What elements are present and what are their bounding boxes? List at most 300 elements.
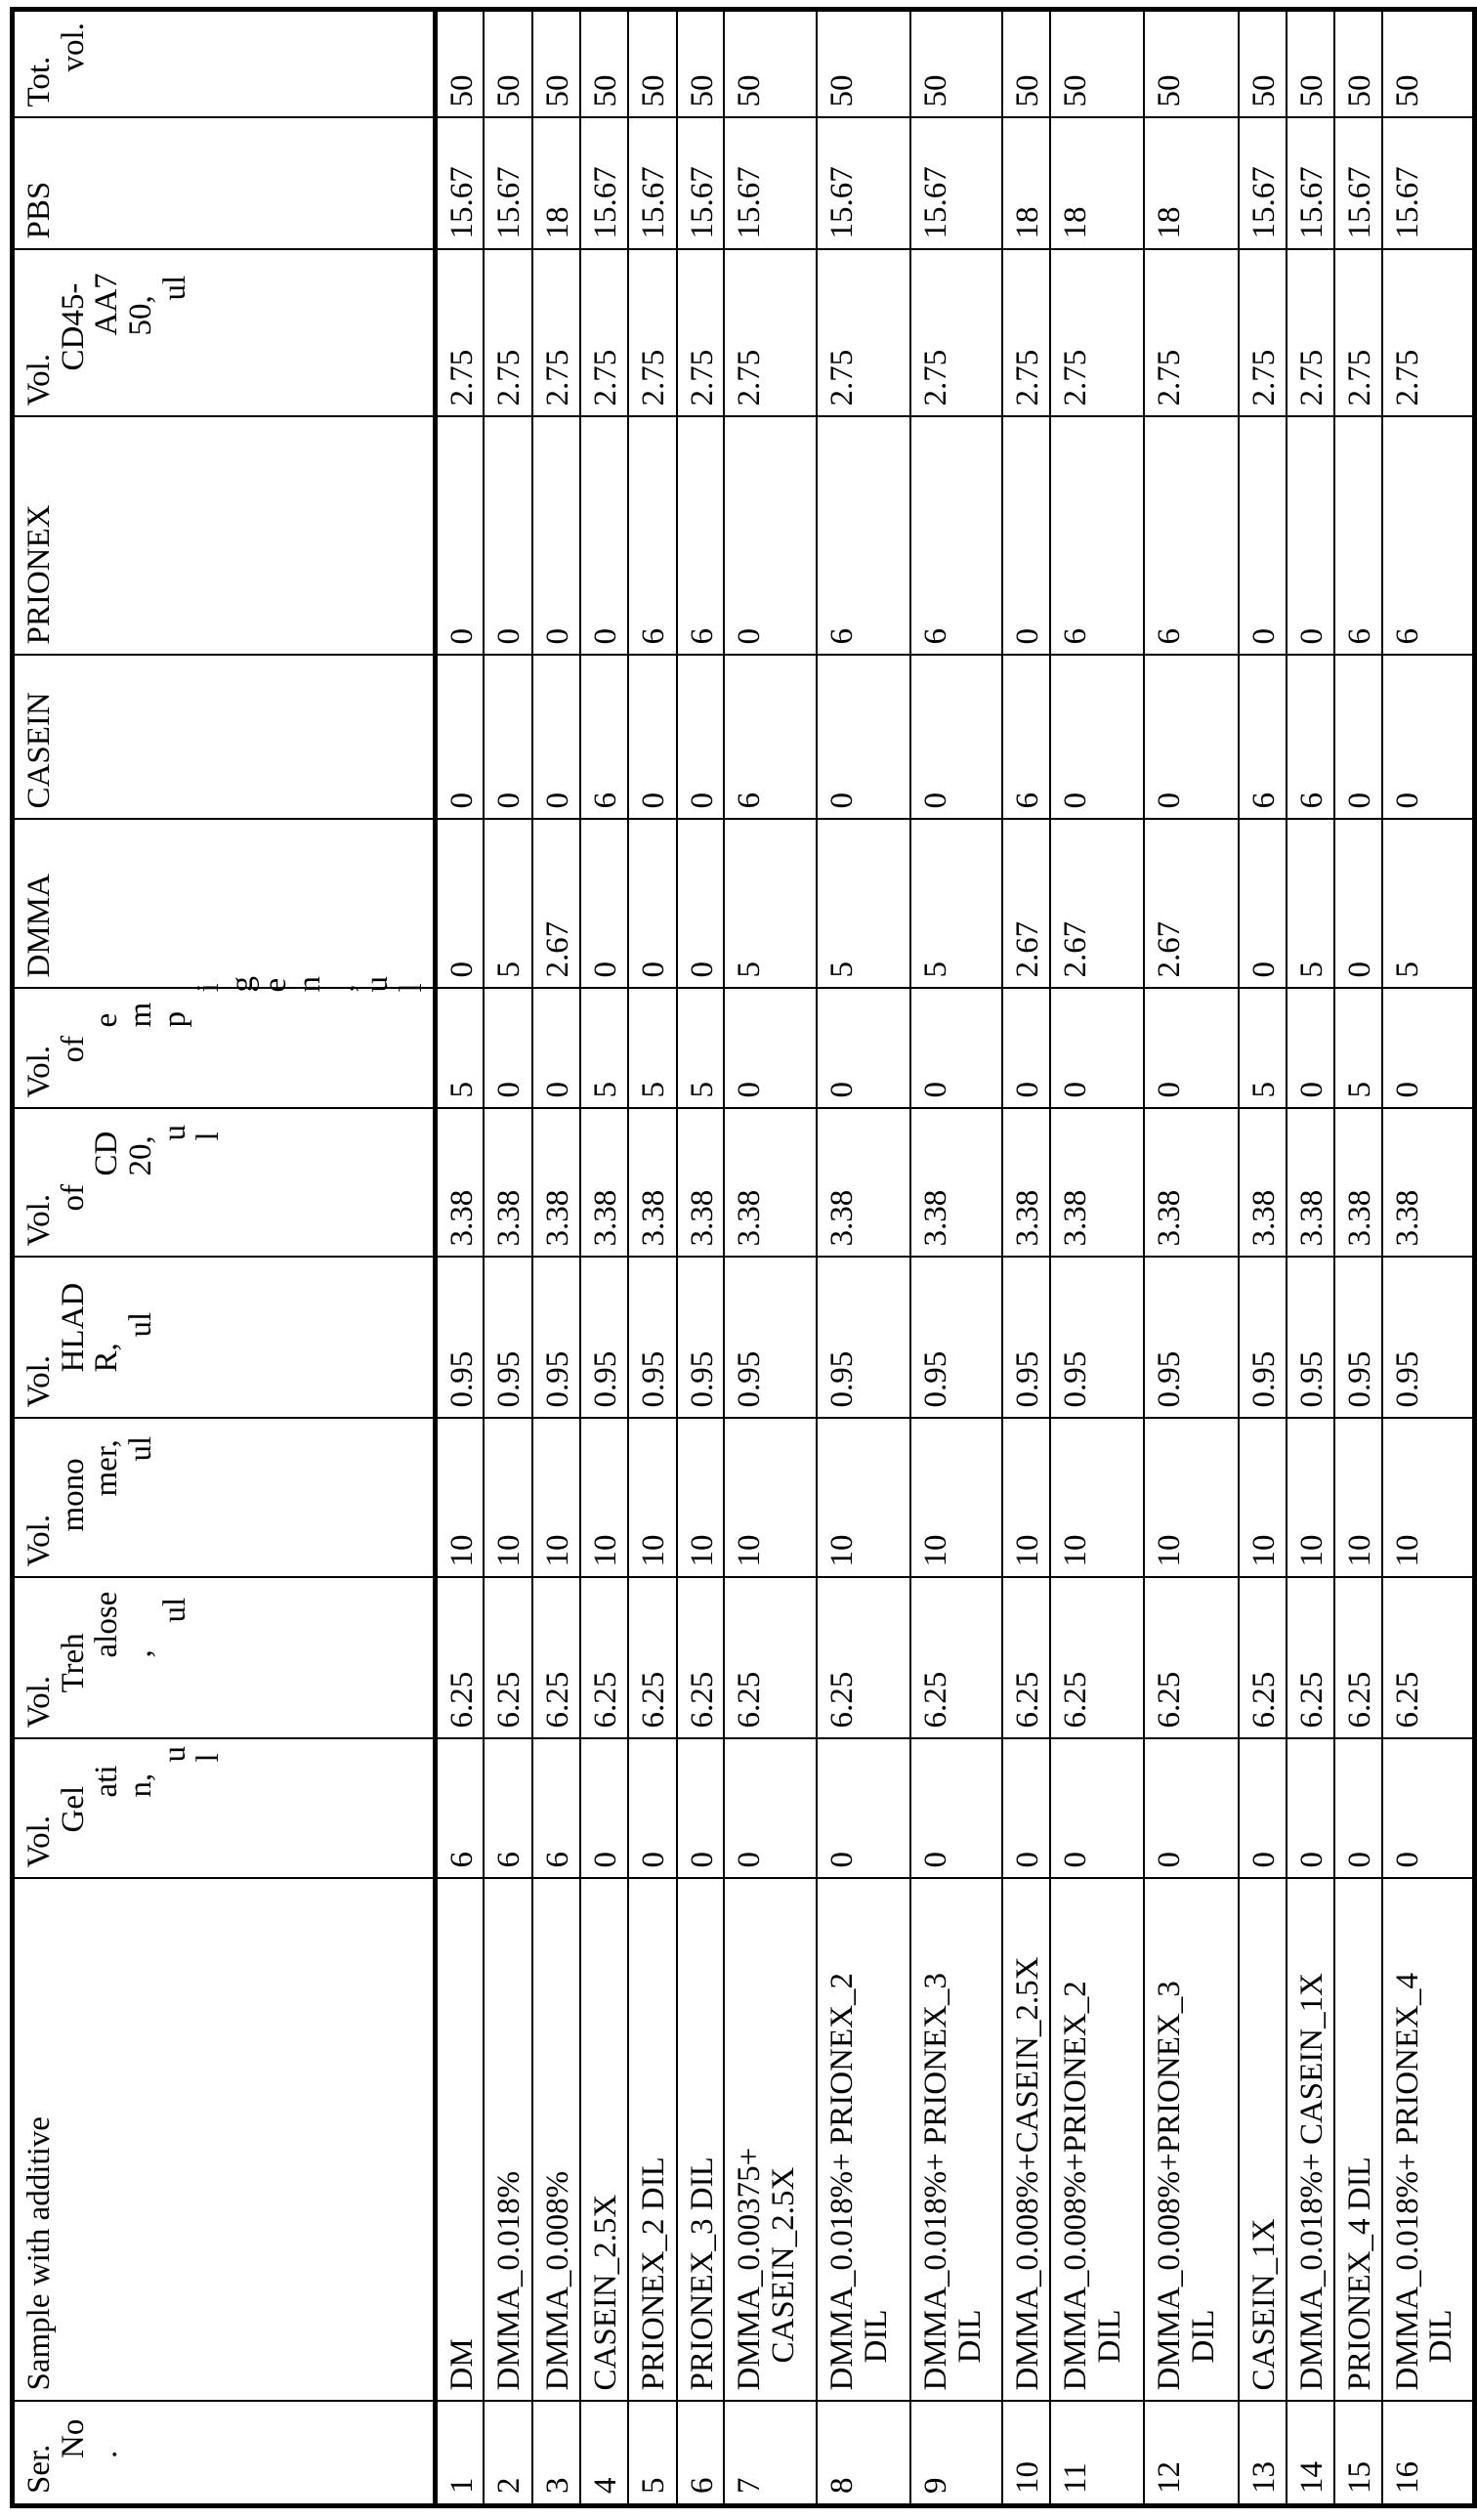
cell-dmma: 5: [1287, 820, 1334, 989]
cell-trehalose: 6.25: [817, 1578, 910, 1739]
sample-name-line: DMMA_0.008%: [540, 2170, 576, 2391]
cell-ser-no: 16: [1382, 2402, 1475, 2506]
cell-ser-no: 14: [1287, 2402, 1334, 2506]
column-header-line: DMMA: [21, 874, 57, 978]
cell-hladr: 0.95: [677, 1258, 725, 1419]
cell-casein: 0: [484, 656, 532, 820]
cell-dmma: 0: [1334, 820, 1382, 989]
cell-monomer: 10: [580, 1419, 628, 1578]
cell-cd45: 2.75: [724, 250, 817, 417]
cell-tot-vol: 50: [484, 10, 532, 118]
cell-cd20: 3.38: [677, 1109, 725, 1258]
cell-casein: 6: [1002, 656, 1050, 820]
cell-ser-no: 8: [817, 2402, 910, 2506]
cell-casein: 0: [1050, 656, 1144, 820]
sample-name-line: CASEIN_2.5X: [587, 2194, 623, 2391]
cell-sample: [724, 1879, 817, 2402]
table-row: [435, 10, 484, 2506]
cell-dmma: 0: [677, 820, 725, 989]
cell-casein: 0: [1382, 656, 1475, 820]
cell-casein: 6: [1239, 656, 1287, 820]
cell-cd20: 3.38: [532, 1109, 580, 1258]
cell-empigen: 0: [1144, 989, 1239, 1109]
sample-name-line: DIL: [858, 2309, 894, 2364]
sample-name-line: PRIONEX_2 DIL: [635, 2157, 671, 2391]
cell-ser-no: 4: [580, 2402, 628, 2506]
column-header-line: AA750,: [89, 273, 158, 336]
column-header-line: ul: [156, 1125, 227, 1141]
cell-cd45: 2.75: [1144, 250, 1239, 417]
column-header-prionex: [13, 417, 436, 656]
cell-trehalose: 6.25: [1334, 1578, 1382, 1739]
cell-gelatin: 0: [724, 1739, 817, 1879]
cell-dmma: 0: [1239, 820, 1287, 989]
column-header-hladr: [13, 1258, 436, 1419]
cell-pbs: 15.67: [817, 118, 910, 250]
column-header-line: Vol.: [21, 1676, 57, 1729]
sample-name-line: CASEIN_2.5X: [765, 2166, 801, 2364]
cell-empigen: 5: [628, 989, 677, 1109]
cell-sample: [628, 1879, 677, 2402]
cell-monomer: 10: [1287, 1419, 1334, 1578]
cell-sample: [580, 1879, 628, 2402]
cell-gelatin: 0: [910, 1739, 1002, 1879]
table-row: [724, 10, 817, 2506]
cell-cd45: 2.75: [1050, 250, 1144, 417]
cell-cd20: 3.38: [1287, 1109, 1334, 1258]
cell-casein: 0: [628, 656, 677, 820]
column-header-line: mer,: [89, 1439, 125, 1497]
sample-name-line: DMMA_0.018%+ CASEIN_1X: [1293, 1973, 1329, 2391]
cell-sample: [484, 1879, 532, 2402]
cell-cd20: 3.38: [1144, 1109, 1239, 1258]
cell-prionex: 6: [910, 417, 1002, 656]
column-header-line: Vol.: [21, 1355, 57, 1408]
cell-dmma: 5: [817, 820, 910, 989]
cell-dmma: 2.67: [1002, 820, 1050, 989]
table-row: [628, 10, 677, 2506]
cell-cd45: 2.75: [817, 250, 910, 417]
cell-hladr: 0.95: [1334, 1258, 1382, 1419]
cell-prionex: 6: [1334, 417, 1382, 656]
cell-hladr: 0.95: [1382, 1258, 1475, 1419]
cell-ser-no: 15: [1334, 2402, 1382, 2506]
cell-trehalose: 6.25: [1287, 1578, 1334, 1739]
table-row: [1287, 10, 1334, 2506]
cell-tot-vol: 50: [532, 10, 580, 118]
column-header-line: Gel: [55, 1785, 91, 1833]
cell-cd20: 3.38: [1239, 1109, 1287, 1258]
cell-dmma: 2.67: [1144, 820, 1239, 989]
cell-trehalose: 6.25: [1050, 1578, 1144, 1739]
cell-pbs: 15.67: [724, 118, 817, 250]
column-header-line: of: [55, 1036, 91, 1063]
column-header-monomer: [13, 1419, 436, 1578]
cell-prionex: 0: [1239, 417, 1287, 656]
column-header-line: ul: [122, 1311, 158, 1338]
cell-cd20: 3.38: [1050, 1109, 1144, 1258]
column-header-line: ul: [359, 976, 430, 993]
cell-ser-no: 3: [532, 2402, 580, 2506]
table-row: [1239, 10, 1287, 2506]
cell-monomer: 10: [1382, 1419, 1475, 1578]
column-header-ser-no: [13, 2402, 436, 2506]
sample-name-line: DMMA_0.018%+ PRIONEX_3: [918, 1973, 954, 2391]
cell-casein: 0: [817, 656, 910, 820]
cell-empigen: 0: [1287, 989, 1334, 1109]
cell-prionex: 0: [580, 417, 628, 656]
cell-ser-no: 9: [910, 2402, 1002, 2506]
cell-hladr: 0.95: [1144, 1258, 1239, 1419]
cell-casein: 0: [1334, 656, 1382, 820]
cell-casein: 6: [724, 656, 817, 820]
cell-tot-vol: 50: [677, 10, 725, 118]
cell-tot-vol: 50: [1002, 10, 1050, 118]
cell-trehalose: 6.25: [435, 1578, 484, 1739]
cell-prionex: 6: [1144, 417, 1239, 656]
cell-casein: 0: [435, 656, 484, 820]
cell-hladr: 0.95: [817, 1258, 910, 1419]
column-header-line: HLADR,: [55, 1282, 125, 1373]
cell-hladr: 0.95: [1050, 1258, 1144, 1419]
cell-sample: [1334, 1879, 1382, 2402]
cell-monomer: 10: [677, 1419, 725, 1578]
cell-gelatin: 0: [817, 1739, 910, 1879]
cell-trehalose: 6.25: [910, 1578, 1002, 1739]
column-header-line: atin,: [89, 1765, 158, 1798]
cell-empigen: 0: [1050, 989, 1144, 1109]
cell-hladr: 0.95: [724, 1258, 817, 1419]
table-row: [1334, 10, 1382, 2506]
cell-empigen: 0: [724, 989, 817, 1109]
column-header-line: ul: [156, 1597, 192, 1623]
sample-name-line: DIL: [1185, 2309, 1221, 2364]
column-header-sample: [13, 1879, 436, 2402]
cell-sample: [1287, 1879, 1334, 2402]
cell-hladr: 0.95: [910, 1258, 1002, 1419]
table-row: [1002, 10, 1050, 2506]
cell-sample: [532, 1879, 580, 2402]
cell-ser-no: 10: [1002, 2402, 1050, 2506]
cell-pbs: 15.67: [677, 118, 725, 250]
cell-ser-no: 2: [484, 2402, 532, 2506]
column-header-line: Vol.: [21, 354, 57, 406]
cell-dmma: 0: [628, 820, 677, 989]
column-header-cd20: [13, 1109, 436, 1258]
cell-prionex: 0: [724, 417, 817, 656]
cell-prionex: 6: [1050, 417, 1144, 656]
column-header-line: Vol.: [21, 1515, 57, 1567]
column-header-tot-vol: [13, 10, 436, 118]
column-header-casein: [13, 656, 436, 820]
column-header-line: Vol.: [21, 1046, 57, 1098]
sample-name-line: PRIONEX_4 DIL: [1341, 2157, 1377, 2391]
cell-monomer: 10: [817, 1419, 910, 1578]
cell-cd20: 3.38: [628, 1109, 677, 1258]
cell-tot-vol: 50: [435, 10, 484, 118]
cell-gelatin: 0: [1382, 1739, 1475, 1879]
cell-cd20: 3.38: [1002, 1109, 1050, 1258]
cell-sample: [435, 1879, 484, 2402]
cell-monomer: 10: [1002, 1419, 1050, 1578]
cell-cd45: 2.75: [910, 250, 1002, 417]
table-row: [910, 10, 1002, 2506]
cell-hladr: 0.95: [532, 1258, 580, 1419]
cell-dmma: 0: [580, 820, 628, 989]
cell-pbs: 18: [1002, 118, 1050, 250]
table-body: [435, 10, 1474, 2506]
cell-pbs: 15.67: [1287, 118, 1334, 250]
cell-cd45: 2.75: [677, 250, 725, 417]
table-row: [677, 10, 725, 2506]
column-header-dmma: [13, 820, 436, 989]
cell-casein: 6: [580, 656, 628, 820]
cell-pbs: 15.67: [1382, 118, 1475, 250]
cell-gelatin: 0: [1239, 1739, 1287, 1879]
cell-tot-vol: 50: [1239, 10, 1287, 118]
cell-prionex: 6: [628, 417, 677, 656]
cell-dmma: 5: [1382, 820, 1475, 989]
column-header-line: PBS: [21, 181, 57, 239]
cell-empigen: 0: [484, 989, 532, 1109]
cell-casein: 0: [1144, 656, 1239, 820]
table-row: [817, 10, 910, 2506]
sample-name-line: DM: [443, 2338, 480, 2391]
cell-tot-vol: 50: [817, 10, 910, 118]
cell-tot-vol: 50: [724, 10, 817, 118]
sample-name-line: DMMA_0.008%+CASEIN_2.5X: [1010, 1956, 1046, 2391]
column-header-line: CD45-: [55, 282, 91, 371]
column-header-line: mono: [55, 1458, 91, 1532]
cell-sample: [677, 1879, 725, 2402]
cell-tot-vol: 50: [1382, 10, 1475, 118]
cell-empigen: 0: [1382, 989, 1475, 1109]
cell-cd20: 3.38: [580, 1109, 628, 1258]
cell-tot-vol: 50: [580, 10, 628, 118]
cell-gelatin: 6: [484, 1739, 532, 1879]
cell-pbs: 18: [1050, 118, 1144, 250]
column-header-gelatin: [13, 1739, 436, 1879]
cell-sample: [1002, 1879, 1050, 2402]
cell-empigen: 5: [1239, 989, 1287, 1109]
cell-pbs: 15.67: [1334, 118, 1382, 250]
column-header-line: emp: [89, 1002, 192, 1028]
cell-cd45: 2.75: [1382, 250, 1475, 417]
cell-monomer: 10: [435, 1419, 484, 1578]
sample-name-line: DMMA_0.00375+: [732, 2147, 768, 2391]
cell-dmma: 5: [910, 820, 1002, 989]
cell-cd45: 2.75: [1239, 250, 1287, 417]
cell-monomer: 10: [628, 1419, 677, 1578]
column-header-line: alose,: [89, 1591, 158, 1658]
cell-cd20: 3.38: [1382, 1109, 1475, 1258]
cell-empigen: 5: [435, 989, 484, 1109]
cell-trehalose: 6.25: [1382, 1578, 1475, 1739]
cell-cd45: 2.75: [580, 250, 628, 417]
sample-name-line: DIL: [1091, 2309, 1127, 2364]
cell-trehalose: 6.25: [484, 1578, 532, 1739]
cell-hladr: 0.95: [435, 1258, 484, 1419]
cell-tot-vol: 50: [1287, 10, 1334, 118]
cell-sample: [910, 1879, 1002, 2402]
cell-monomer: 10: [532, 1419, 580, 1578]
cell-gelatin: 0: [1002, 1739, 1050, 1879]
cell-trehalose: 6.25: [532, 1578, 580, 1739]
cell-prionex: 0: [484, 417, 532, 656]
column-header-line: CASEIN: [21, 692, 57, 809]
cell-trehalose: 6.25: [724, 1578, 817, 1739]
table-row: [1382, 10, 1475, 2506]
sample-name-line: CASEIN_1X: [1245, 2218, 1282, 2391]
cell-sample: [1144, 1879, 1239, 2402]
formulation-table: [10, 7, 1477, 2508]
column-header-line: Ser.: [21, 2444, 57, 2494]
cell-gelatin: 6: [532, 1739, 580, 1879]
column-header-line: ul: [122, 1435, 158, 1462]
header-row: [13, 10, 436, 2506]
cell-pbs: 18: [532, 118, 580, 250]
column-header-line: Treh: [55, 1633, 91, 1693]
cell-monomer: 10: [724, 1419, 817, 1578]
cell-monomer: 10: [484, 1419, 532, 1578]
cell-tot-vol: 50: [628, 10, 677, 118]
column-header-line: vol.: [55, 22, 91, 72]
cell-casein: 6: [1287, 656, 1334, 820]
cell-sample: [1382, 1879, 1475, 2402]
cell-gelatin: 0: [1287, 1739, 1334, 1879]
column-header-line: PRIONEX: [21, 504, 57, 645]
cell-cd45: 2.75: [1002, 250, 1050, 417]
cell-gelatin: 6: [435, 1739, 484, 1879]
cell-ser-no: 11: [1050, 2402, 1144, 2506]
cell-cd20: 3.38: [1334, 1109, 1382, 1258]
cell-monomer: 10: [1144, 1419, 1239, 1578]
cell-ser-no: 1: [435, 2402, 484, 2506]
cell-monomer: 10: [1239, 1419, 1287, 1578]
cell-cd45: 2.75: [435, 250, 484, 417]
table-row: [532, 10, 580, 2506]
column-header-line: CD20,: [89, 1131, 158, 1176]
cell-prionex: 6: [677, 417, 725, 656]
cell-hladr: 0.95: [1002, 1258, 1050, 1419]
sample-name-line: DIL: [1423, 2309, 1459, 2364]
sample-name-line: DMMA_0.008%+PRIONEX_3: [1151, 1981, 1187, 2391]
cell-ser-no: 7: [724, 2402, 817, 2506]
cell-hladr: 0.95: [580, 1258, 628, 1419]
column-header-pbs: [13, 118, 436, 250]
cell-empigen: 5: [677, 989, 725, 1109]
cell-cd45: 2.75: [1287, 250, 1334, 417]
cell-trehalose: 6.25: [677, 1578, 725, 1739]
table-row: [484, 10, 532, 2506]
cell-dmma: 5: [484, 820, 532, 989]
cell-trehalose: 6.25: [1239, 1578, 1287, 1739]
column-header-line: Tot.: [21, 56, 57, 107]
cell-empigen: 0: [817, 989, 910, 1109]
cell-monomer: 10: [910, 1419, 1002, 1578]
rotated-table-container: [10, 12, 1459, 2508]
cell-empigen: 5: [580, 989, 628, 1109]
cell-monomer: 10: [1334, 1419, 1382, 1578]
cell-empigen: 0: [532, 989, 580, 1109]
cell-empigen: 0: [910, 989, 1002, 1109]
cell-prionex: 6: [817, 417, 910, 656]
column-header-line: Vol.: [21, 1815, 57, 1868]
column-header-line: ul: [156, 1746, 227, 1763]
cell-ser-no: 13: [1239, 2402, 1287, 2506]
cell-pbs: 15.67: [1239, 118, 1287, 250]
column-header-line: Sample with additive: [21, 2116, 57, 2391]
column-header-line: Vol.: [21, 1194, 57, 1247]
cell-cd45: 2.75: [532, 250, 580, 417]
sample-name-line: DMMA_0.018%+ PRIONEX_4: [1389, 1973, 1425, 2391]
column-header-trehalose: [13, 1578, 436, 1739]
cell-pbs: 15.67: [628, 118, 677, 250]
cell-sample: [1239, 1879, 1287, 2402]
column-header-cd45: [13, 250, 436, 417]
cell-tot-vol: 50: [1144, 10, 1239, 118]
cell-dmma: 5: [724, 820, 817, 989]
column-header-empigen: [13, 976, 436, 1109]
cell-gelatin: 0: [580, 1739, 628, 1879]
cell-gelatin: 0: [1144, 1739, 1239, 1879]
column-header-line: ul: [156, 275, 192, 301]
cell-pbs: 15.67: [580, 118, 628, 250]
cell-prionex: 0: [1287, 417, 1334, 656]
cell-pbs: 15.67: [435, 118, 484, 250]
cell-pbs: 15.67: [910, 118, 1002, 250]
column-header-line: of: [55, 1184, 91, 1212]
column-header-line: igen,: [190, 976, 361, 993]
cell-gelatin: 0: [677, 1739, 725, 1879]
cell-casein: 0: [677, 656, 725, 820]
cell-trehalose: 6.25: [628, 1578, 677, 1739]
cell-trehalose: 6.25: [1002, 1578, 1050, 1739]
cell-sample: [817, 1879, 910, 2402]
cell-empigen: 0: [1002, 989, 1050, 1109]
sample-name-line: DMMA_0.018%: [491, 2170, 528, 2391]
cell-prionex: 0: [1002, 417, 1050, 656]
sample-name-line: DMMA_0.018%+ PRIONEX_2: [824, 1973, 861, 2391]
cell-tot-vol: 50: [1334, 10, 1382, 118]
cell-cd20: 3.38: [435, 1109, 484, 1258]
cell-ser-no: 6: [677, 2402, 725, 2506]
cell-monomer: 10: [1050, 1419, 1144, 1578]
sample-name-line: DMMA_0.008%+PRIONEX_2: [1057, 1981, 1093, 2391]
cell-gelatin: 0: [1334, 1739, 1382, 1879]
cell-prionex: 6: [1382, 417, 1475, 656]
sample-name-line: DIL: [951, 2309, 988, 2364]
cell-prionex: 0: [532, 417, 580, 656]
cell-trehalose: 6.25: [1144, 1578, 1239, 1739]
cell-cd45: 2.75: [484, 250, 532, 417]
cell-pbs: 18: [1144, 118, 1239, 250]
cell-tot-vol: 50: [910, 10, 1002, 118]
table-row: [1050, 10, 1144, 2506]
table-row: [1144, 10, 1239, 2506]
cell-empigen: 5: [1334, 989, 1382, 1109]
cell-cd20: 3.38: [724, 1109, 817, 1258]
cell-hladr: 0.95: [628, 1258, 677, 1419]
cell-trehalose: 6.25: [580, 1578, 628, 1739]
cell-tot-vol: 50: [1050, 10, 1144, 118]
cell-cd45: 2.75: [1334, 250, 1382, 417]
cell-casein: 0: [910, 656, 1002, 820]
cell-sample: [1050, 1879, 1144, 2402]
cell-gelatin: 0: [628, 1739, 677, 1879]
cell-cd20: 3.38: [910, 1109, 1002, 1258]
cell-hladr: 0.95: [1287, 1258, 1334, 1419]
